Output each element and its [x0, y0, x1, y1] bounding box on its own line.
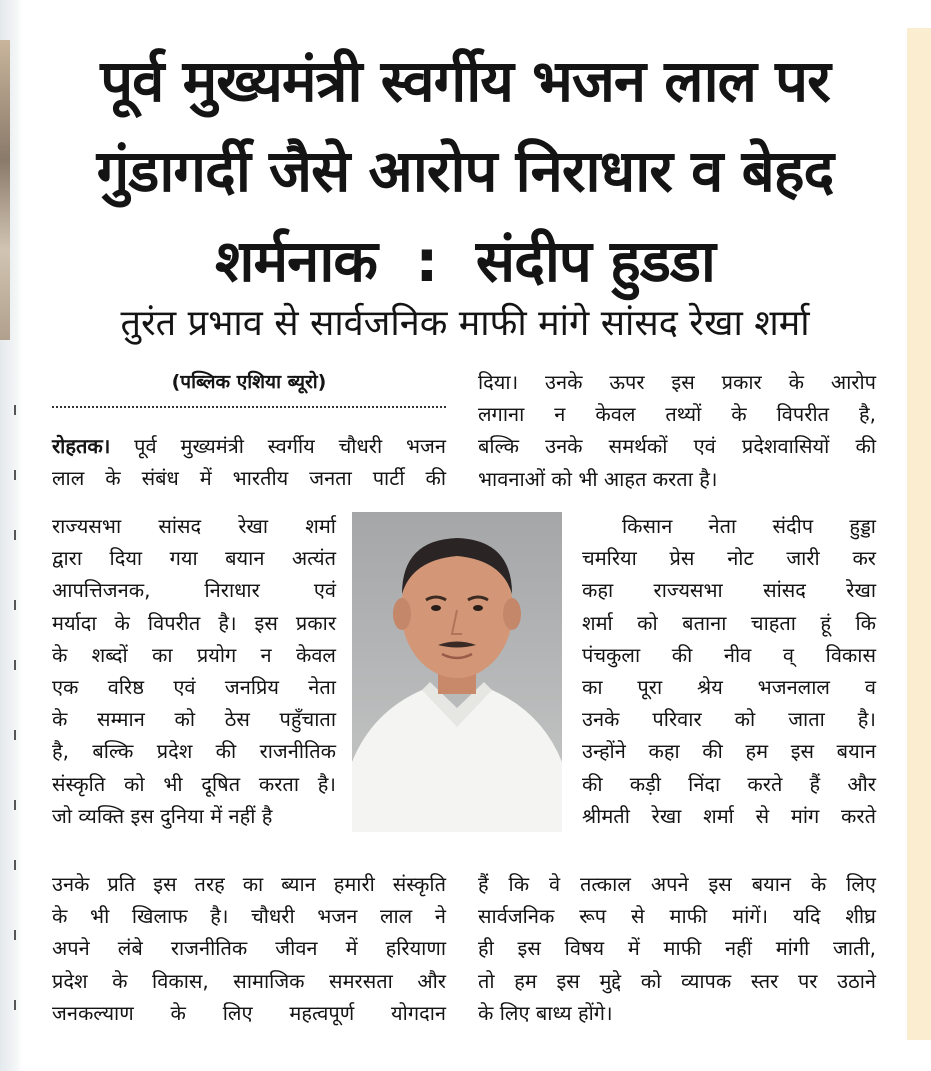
text-line: के शब्दों का प्रयोग न केवल [52, 642, 336, 667]
adjacent-article-edge [0, 0, 22, 1071]
edge-mark [14, 470, 16, 480]
text-line: के भी खिलाफ है। चौधरी भजन लाल ने [52, 904, 446, 929]
headline-line: पूर्व मुख्यमंत्री स्वर्गीय भजन लाल पर [100, 47, 830, 115]
text-line: उनके परिवार को जाता है। [582, 707, 876, 732]
column-1-bottom [52, 868, 446, 1029]
column-2-top [478, 366, 876, 495]
text-line: तो हम इस मुद्दे को व्यापक स्तर पर उठाने [478, 968, 876, 993]
byline: (पब्लिक एशिया ब्यूरो) [171, 371, 327, 393]
headline [30, 36, 900, 306]
edge-mark [14, 800, 16, 810]
text-line: की कड़ी निंदा करते हैं और [582, 771, 876, 796]
text-line: एक वरिष्ठ एवं जनप्रिय नेता [52, 675, 336, 700]
text-line: किसान नेता संदीप हुड्डा [622, 514, 876, 538]
adjacent-photo-strip [0, 40, 10, 340]
edge-mark [14, 1000, 16, 1010]
text-line: हैं कि वे तत्काल अपने इस बयान के लिए [478, 872, 876, 896]
text-line: सार्वजनिक रूप से माफी मांगें। यदि शीघ्र [478, 904, 876, 929]
edge-mark [14, 730, 16, 740]
edge-mark [14, 860, 16, 870]
column-2-bottom [478, 868, 876, 1029]
text-line: का पूरा श्रेय भजनलाल व [582, 675, 876, 700]
text-line: उन्होंने कहा की हम इस बयान [582, 739, 876, 764]
text-line: अपने लंबे राजनीतिक जीवन में हरियाणा [52, 936, 446, 961]
text-line: जो व्यक्ति इस दुनिया में नहीं है [52, 803, 273, 828]
text-line: उनके प्रति इस तरह का ब्यान हमारी संस्कृति [52, 872, 446, 896]
edge-mark [14, 600, 16, 610]
text-line: चमरिया प्रेस नोट जारी कर [582, 546, 876, 571]
portrait-photo [352, 512, 562, 832]
subheadline: तुरंत प्रभाव से सार्वजनिक माफी मांगे सांसद रेखा शर्मा [120, 303, 810, 344]
text-line: बल्कि उनके समर्थकों एवं प्रदेशवासियों की [478, 434, 876, 459]
column-1-wrap [52, 510, 336, 832]
paragraph-line [52, 430, 446, 462]
edge-mark [14, 930, 16, 940]
text-line: राज्यसभा सांसद रेखा शर्मा [52, 514, 336, 538]
text-line: ही इस विषय में माफी नहीं मांगी जाती, [478, 936, 876, 961]
text-line: शर्मा को बताना चाहता हूं कि [582, 610, 876, 635]
text-line: मर्यादा के विपरीत है। इस प्रकार [52, 610, 336, 635]
adjacent-column-edge [907, 28, 931, 1040]
portrait-illustration [352, 512, 562, 832]
text-line: पूर्व मुख्यमंत्री स्वर्गीय चौधरी भजन [110, 434, 446, 458]
column-1-top [52, 430, 446, 494]
text-line: संस्कृति को भी दूषित करता है। [52, 771, 336, 796]
text-line: है, बल्कि प्रदेश की राजनीतिक [52, 739, 336, 764]
edge-mark [14, 660, 16, 670]
edge-mark [14, 405, 16, 415]
edge-mark [14, 530, 16, 540]
text-line: प्रदेश के विकास, सामाजिक समरसता और [52, 968, 446, 993]
text-line: भावनाओं को भी आहत करता है। [478, 466, 718, 491]
headline-line: गुंडागर्दी जैसे आरोप निराधार व बेहद [96, 137, 834, 205]
paragraph-line: लाल के संबंध में भारतीय जनता पार्टी की [52, 466, 446, 491]
text-line: के लिए बाध्य होंगे। [478, 1000, 613, 1025]
text-line: आपत्तिजनक, निराधार एवं [52, 578, 336, 603]
text-line: जनकल्याण के लिए महत्वपूर्ण योगदान [52, 1000, 446, 1025]
text-line: कहा राज्यसभा सांसद रेखा [582, 578, 876, 603]
text-line: लगाना न केवल तथ्यों के विपरीत है, [478, 402, 876, 427]
dotted-divider [52, 406, 446, 408]
text-line: द्वारा दिया गया बयान अत्यंत [52, 546, 336, 571]
headline-line: शर्मनाक : संदीप हुडडा [215, 227, 715, 295]
column-2-wrap [582, 510, 876, 832]
text-line: के सम्मान को ठेस पहुँचाता [52, 707, 336, 732]
text-line: दिया। उनके ऊपर इस प्रकार के आरोप [478, 370, 876, 394]
dateline: रोहतक। [52, 434, 111, 458]
text-line: पंचकुला की नीव व् विकास [582, 642, 876, 667]
text-line: श्रीमती रेखा शर्मा से मांग करते [582, 803, 876, 828]
